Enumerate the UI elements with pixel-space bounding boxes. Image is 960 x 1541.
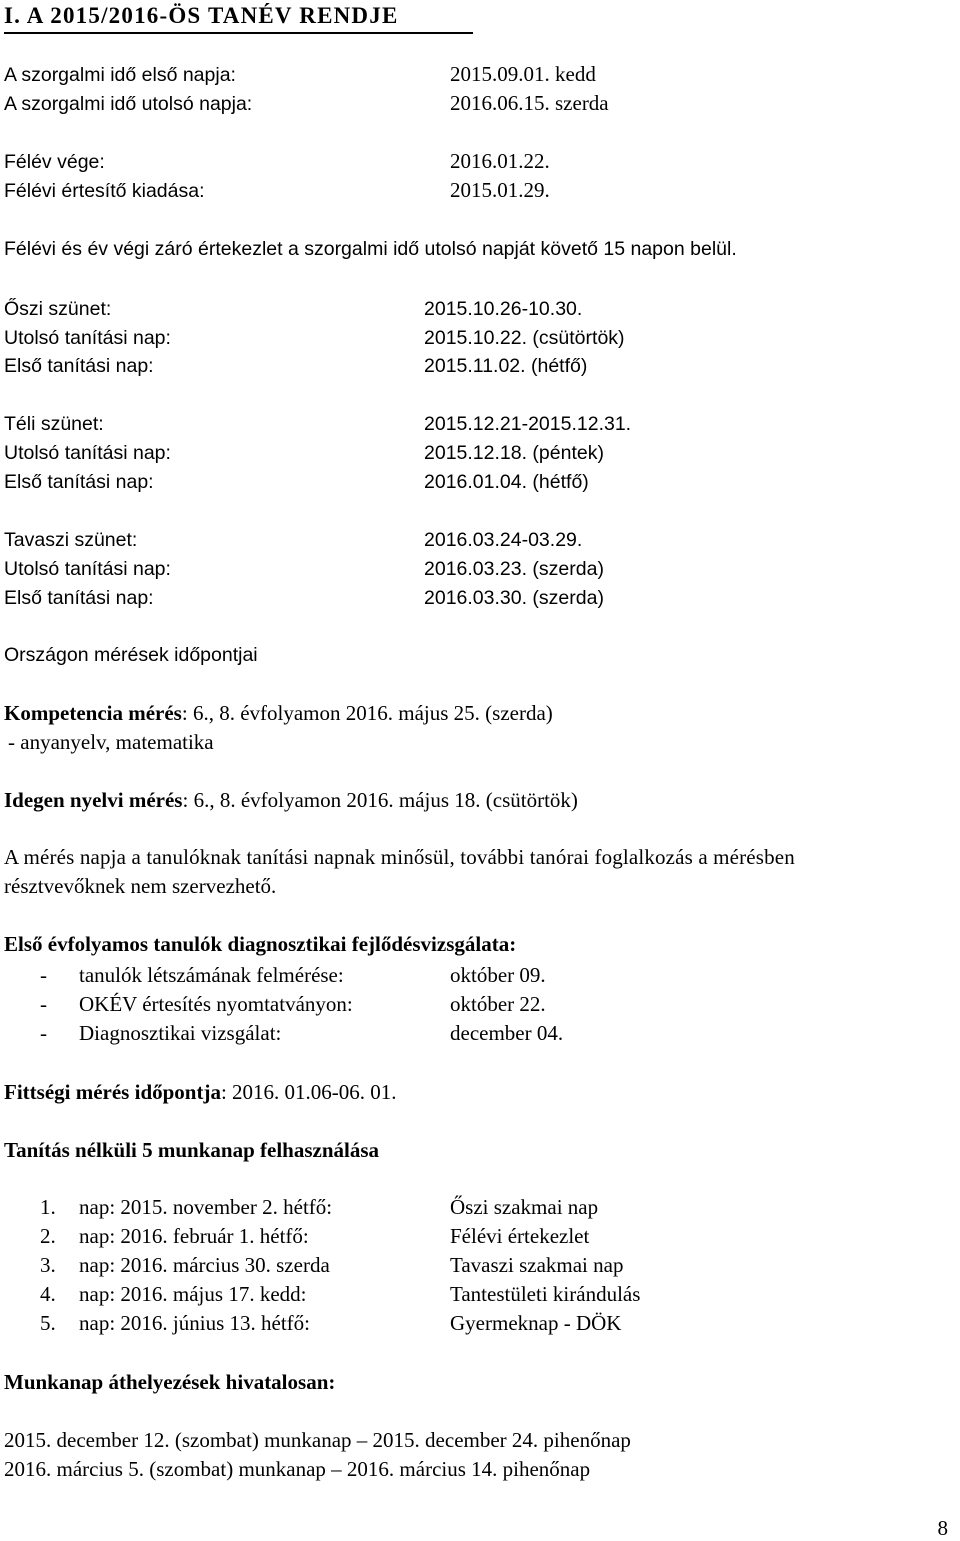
first-grade-item-value: december 04. [450, 1021, 564, 1045]
school-year-end-value: 2016.06.15. szerda [450, 91, 609, 115]
workday-number: 4. [40, 1282, 56, 1306]
autumn-first-day-value: 2015.11.02. (hétfő) [424, 355, 588, 377]
workday-purpose: Tantestületi kirándulás [450, 1282, 641, 1306]
language-test-line [4, 790, 578, 811]
first-grade-item-value: október 22. [450, 992, 546, 1016]
competence-test-label: Kompetencia mérés [4, 701, 182, 725]
workday-purpose: Tavaszi szakmai nap [450, 1253, 624, 1277]
spring-last-day-value: 2016.03.23. (szerda) [424, 558, 604, 580]
language-test-label: Idegen nyelvi mérés [4, 788, 183, 812]
report-issue-value: 2015.01.29. [450, 178, 550, 202]
competence-test-line [4, 703, 553, 724]
spring-first-day-value: 2016.03.30. (szerda) [424, 587, 604, 609]
relocation-heading: Munkanap áthelyezések hivatalosan: [4, 1370, 336, 1394]
fitness-test-line [4, 1082, 397, 1103]
workday-purpose: Őszi szakmai nap [450, 1195, 599, 1219]
spring-last-day-label: Utolsó tanítási nap: [4, 558, 171, 580]
workday-purpose: Félévi értekezlet [450, 1224, 590, 1248]
first-grade-item-bullet: - [40, 963, 47, 987]
first-grade-heading: Első évfolyamos tanulók diagnosztikai fejlődésvizsgálata [4, 932, 510, 956]
autumn-break-label: Őszi szünet: [4, 298, 112, 320]
page-number: 8 [937, 1516, 948, 1540]
test-day-note-line1: A mérés napja a tanulóknak tanítási napnak minősül, további tanórai foglalkozás a mérésben [4, 845, 795, 869]
winter-last-day-label: Utolsó tanítási nap: [4, 442, 171, 464]
workday-number: 5. [40, 1311, 56, 1335]
autumn-break-value: 2015.10.26-10.30. [424, 298, 583, 320]
winter-first-day-value: 2016.01.04. (hétfő) [424, 471, 589, 493]
school-year-end-label: A szorgalmi idő utolsó napja: [4, 93, 253, 115]
school-year-start-label: A szorgalmi idő első napja: [4, 64, 236, 86]
relocation-line: 2016. március 5. (szombat) munkanap – 2016. március 14. pihenőnap [4, 1457, 591, 1481]
national-tests-heading: Országon mérések időpontjai [4, 644, 258, 666]
page-title: I. A 2015/2016-ÖS TANÉV RENDJE [4, 3, 399, 28]
first-grade-item-value: október 09. [450, 963, 546, 987]
conference-note: Félévi és év végi záró értekezlet a szorgalmi idő utolsó napját követő 15 napon belül. [4, 238, 737, 260]
competence-test-subjects: - anyanyelv, matematika [8, 730, 214, 754]
autumn-last-day-value: 2015.10.22. (csütörtök) [424, 327, 625, 349]
first-grade-heading-line [4, 934, 516, 955]
fitness-test-text: : 2016. 01.06-06. 01. [220, 1080, 397, 1104]
spring-first-day-label: Első tanítási nap: [4, 587, 154, 609]
first-grade-item-bullet: - [40, 1021, 47, 1045]
first-grade-item-label: Diagnosztikai vizsgálat: [79, 1021, 282, 1045]
language-test-text: : 6., 8. évfolyamon 2016. május 18. (csütörtök) [182, 788, 578, 812]
workday-number: 3. [40, 1253, 56, 1277]
winter-last-day-value: 2015.12.18. (péntek) [424, 442, 604, 464]
spring-break-value: 2016.03.24-03.29. [424, 529, 583, 551]
workday-number: 2. [40, 1224, 56, 1248]
relocation-line: 2015. december 12. (szombat) munkanap – 2015. december 24. pihenőnap [4, 1428, 631, 1452]
workday-date: nap: 2016. május 17. kedd: [79, 1282, 307, 1306]
workdays-heading: Tanítás nélküli 5 munkanap felhasználása [4, 1138, 380, 1162]
school-year-start-value: 2015.09.01. kedd [450, 62, 596, 86]
report-issue-label: Félévi értesítő kiadása: [4, 180, 205, 202]
first-grade-item-label: OKÉV értesítés nyomtatványon: [79, 992, 353, 1016]
winter-first-day-label: Első tanítási nap: [4, 471, 154, 493]
winter-break-label: Téli szünet: [4, 413, 104, 435]
workday-date: nap: 2016. február 1. hétfő: [79, 1224, 309, 1248]
spring-break-label: Tavaszi szünet: [4, 529, 138, 551]
workday-date: nap: 2016. június 13. hétfő: [79, 1311, 310, 1335]
semester-end-label: Félév vége: [4, 151, 105, 173]
first-grade-heading-colon: : [509, 932, 517, 956]
first-grade-item-bullet: - [40, 992, 47, 1016]
winter-break-value: 2015.12.21-2015.12.31. [424, 413, 632, 435]
autumn-last-day-label: Utolsó tanítási nap: [4, 327, 171, 349]
workday-date: nap: 2016. március 30. szerda [79, 1253, 330, 1277]
autumn-first-day-label: Első tanítási nap: [4, 355, 154, 377]
workday-number: 1. [40, 1195, 56, 1219]
workday-date: nap: 2015. november 2. hétfő: [79, 1195, 333, 1219]
fitness-test-label: Fittségi mérés időpontja [4, 1080, 221, 1104]
first-grade-item-label: tanulók létszámának felmérése: [79, 963, 344, 987]
semester-end-value: 2016.01.22. [450, 149, 550, 173]
title-underline [4, 32, 473, 34]
workday-purpose: Gyermeknap - DÖK [450, 1311, 622, 1335]
test-day-note-line2: résztvevőknek nem szervezhető. [4, 874, 277, 898]
competence-test-text: : 6., 8. évfolyamon 2016. május 25. (szerda) [181, 701, 553, 725]
